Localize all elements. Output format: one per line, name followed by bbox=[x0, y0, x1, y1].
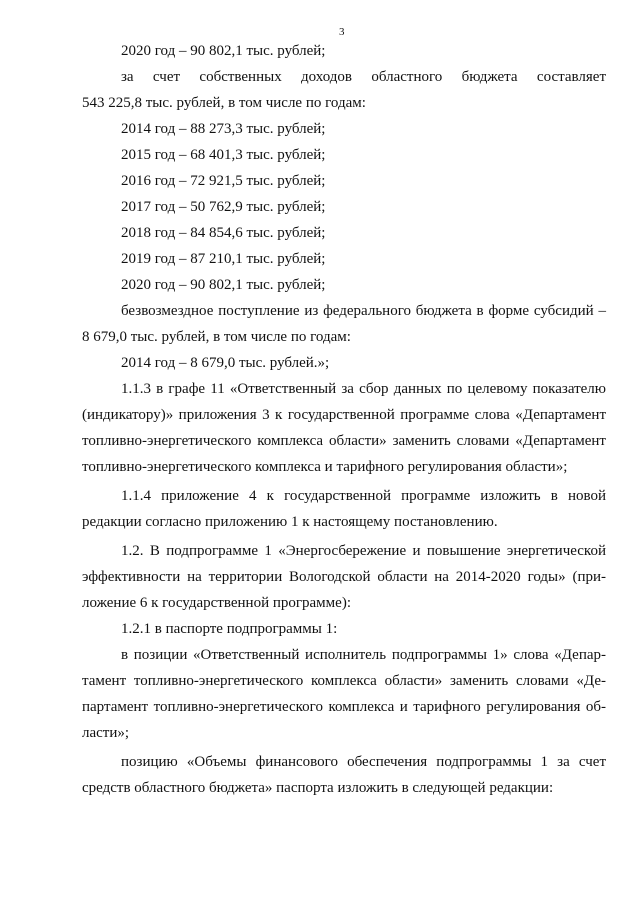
text-line: 1.2. В подпрограмме 1 «Энергосбережение и повышение энергетической bbox=[121, 543, 606, 559]
text-line: 1.2.1 в паспорте подпрограммы 1: bbox=[121, 621, 338, 637]
text-line: (индикатору)» приложения 3 к государственной программе слова «Департамент bbox=[82, 407, 606, 423]
text-line: 2020 год – 90 802,1 тыс. рублей; bbox=[121, 277, 326, 293]
text-line: 2014 год – 8 679,0 тыс. рублей.»; bbox=[121, 355, 330, 371]
text-line: 2014 год – 88 273,3 тыс. рублей; bbox=[121, 121, 326, 137]
text-line: позицию «Объемы финансового обеспечения подпрограммы 1 за счет bbox=[121, 754, 606, 770]
text-line: эффективности на территории Вологодской области на 2014-2020 годы» (при- bbox=[82, 569, 606, 585]
text-line: 1.1.4 приложение 4 к государственной программе изложить в новой bbox=[121, 488, 606, 504]
text-line: в позиции «Ответственный исполнитель подпрограммы 1» слова «Депар- bbox=[121, 647, 606, 663]
page-number: 3 bbox=[339, 26, 345, 38]
text-line: 2020 год – 90 802,1 тыс. рублей; bbox=[121, 43, 326, 59]
text-line: средств областного бюджета» паспорта изложить в следующей редакции: bbox=[82, 780, 554, 796]
text-line: ложение 6 к государственной программе): bbox=[82, 595, 351, 611]
text-line: безвозмездное поступление из федерального бюджета в форме субсидий – bbox=[121, 303, 606, 319]
text-line: 2018 год – 84 854,6 тыс. рублей; bbox=[121, 225, 326, 241]
text-line: 2016 год – 72 921,5 тыс. рублей; bbox=[121, 173, 326, 189]
text-line: 2017 год – 50 762,9 тыс. рублей; bbox=[121, 199, 326, 215]
text-line: топливно-энергетического комплекса области» заменить словами «Департамент bbox=[82, 433, 606, 449]
text-line: 2019 год – 87 210,1 тыс. рублей; bbox=[121, 251, 326, 267]
text-line: ласти»; bbox=[82, 725, 130, 741]
text-line: за счет собственных доходов областного бюджета составляет bbox=[121, 69, 606, 85]
text-line: партамент топливно-энергетического комплекса и тарифного регулирования об- bbox=[82, 699, 606, 715]
text-line: редакции согласно приложению 1 к настоящему постановлению. bbox=[82, 514, 498, 530]
text-line: 8 679,0 тыс. рублей, в том числе по годам: bbox=[82, 329, 351, 345]
text-line: 1.1.3 в графе 11 «Ответственный за сбор данных по целевому показателю bbox=[121, 381, 606, 397]
text-line: 543 225,8 тыс. рублей, в том числе по годам: bbox=[82, 95, 366, 111]
text-line: тамент топливно-энергетического комплекса области» заменить словами «Де- bbox=[82, 673, 606, 689]
text-line: 2015 год – 68 401,3 тыс. рублей; bbox=[121, 147, 326, 163]
text-line: топливно-энергетического комплекса и тарифного регулирования области»; bbox=[82, 459, 568, 475]
